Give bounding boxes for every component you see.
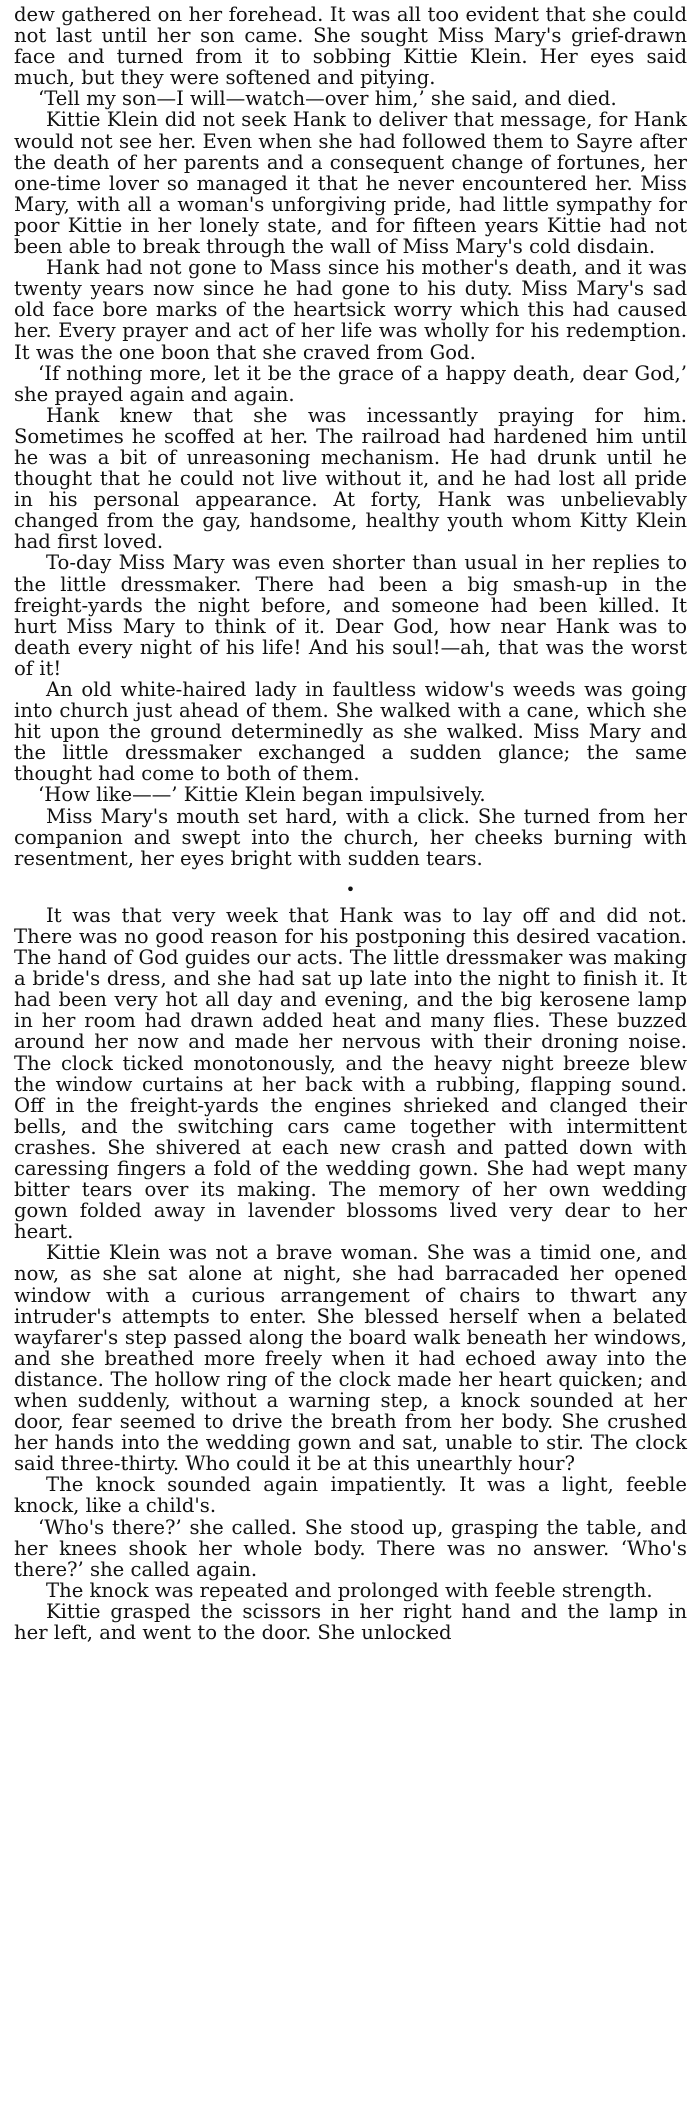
paragraph-9: ‘How like——’ Kittie Klein began impulsively. [38,783,486,807]
section-break: • [345,879,356,899]
paragraph-6: Hank knew that she was incessantly praying for him. Sometimes he scoffed at her. The railroad had hardened him until he was a bit of unreasoning mechanism. He had drunk until he thought that he could not live without it, and he had lost all pride in his personal appearance. At forty, Hank was unbelievably changed from the gay, handsome, healthy youth whom Kitty Klein had first loved. [14,403,687,554]
paragraph-13: The knock sounded again impatiently. It was a light, feeble knock, like a child's. [14,1473,687,1518]
paragraph-16: Kittie grasped the scissors in her right hand and the lamp in her left, and went to the door. She unlocked [14,1599,687,1645]
paragraph-3: Kittie Klein did not seek Hank to deliver that message, for Hank would not see her. Even when she had followed them to Sayre after the death of her parents and a consequent change of fortunes, her one-time lover so managed it that he never encountered her. Miss Mary, with all a woman's unforgiving pride, had little sympathy for poor Kittie in her lonely state, and for fifteen years Kittie had not been able to break through the wall of Miss Mary's cold disdain. [14,108,687,259]
paragraph-8: An old white-haired lady in faultless widow's weeds was going into church just ahead of them. She walked with a cane, which she hit upon the ground determinedly as she walked. Miss Mary and the little dressmaker exchanged a sudden glance; the same thought had come to both of them. [14,678,687,786]
paragraph-15: The knock was repeated and prolonged with feeble strength. [46,1578,653,1602]
paragraph-1: dew gathered on her forehead. It was all too evident that she could not last until her son came. She sought Miss Mary's grief-drawn face and turned from it to sobbing Kittie Klein. Her eyes said much, but they were softened and pitying. [14,3,687,90]
paragraph-10: Miss Mary's mouth set hard, with a click. She turned from her companion and swept into the church, her cheeks burning with resentment, her eyes bright with sudden tears. [14,804,687,870]
paragraph-12: Kittie Klein was not a brave woman. She was a timid one, and now, as she sat alone at night, she had barracaded her opened window with a curious arrangement of chairs to thwart any intruder's attempts to enter. She blessed herself when a belated wayfarer's step passed along the board walk beneath her windows, and she breathed more freely when it had echoed away into the distance. The hollow ring of the clock made her heart quicken; and when suddenly, without a warning step, a knock sounded at her door, fear seemed to drive the breath from her body. She crushed her hands into the wedding gown and sat, unable to stir. The clock said three-thirty. Who could it be at this unearthly hour? [14,1241,687,1476]
paragraph-4: Hank had not gone to Mass since his mother's death, and it was twenty years now since he had gone to his duty. Miss Mary's sad old face bore marks of the heartsick worry which this had caused her. Every prayer and act of her life was wholly for his redemption. It was the one boon that she craved from God. [14,256,687,364]
paragraph-2: ‘Tell my son—I will—watch—over him,’ she said, and died. [38,87,617,111]
paragraph-11: It was that very week that Hank was to lay off and did not. There was no good reason for his postponing this desired vacation. The hand of God guides our acts. The little dressmaker was making a bride's dress, and she had sat up late into the night to finish it. It had been very hot all day and evening, and the big kerosene lamp in her room had drawn added heat and many flies. These buzzed around her now and made her nervous with their droning noise. The clock ticked monotonously, and the heavy night breeze blew the window curtains at her back with a rubbing, flapping sound. Off in the freight-yards the engines shrieked and clanged their bells, and the switching cars came together with intermittent crashes. She shivered at each new crash and patted down with caressing fingers a fold of the wedding gown. She had wept many bitter tears over its making. The memory of her own wedding gown folded away in lavender blossoms lived very dear to her heart. [14,903,687,1244]
paragraph-7: To-day Miss Mary was even shorter than usual in her replies to the little dressmaker. There had been a big smash-up in the freight-yards the night before, and someone had been killed. It hurt Miss Mary to think of it. Dear God, how near Hank was to death every night of his life! And his soul!—ah, that was the worst of it! [14,551,687,680]
paragraph-5: ‘If nothing more, let it be the grace of a happy death, dear God,’ she prayed again and again. [14,361,687,406]
paragraph-14: ‘Who's there?’ she called. She stood up, grasping the table, and her knees shook her whole body. There was no answer. ‘Who's there?’ she called again. [14,1515,687,1581]
article-column [14,4,687,1643]
